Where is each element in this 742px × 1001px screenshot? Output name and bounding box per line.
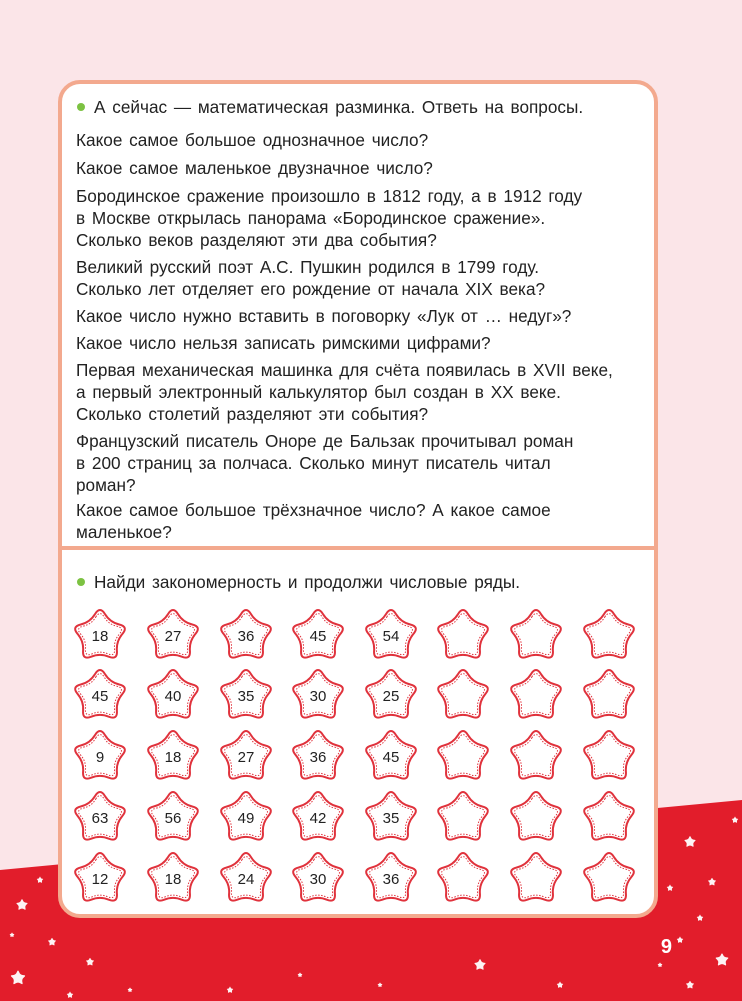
star-number: 25	[382, 688, 400, 705]
question-line: Какое число нужно вставить в поговорку «Лук от … недуг»?	[76, 306, 572, 326]
question-line: в 200 страниц за полчаса. Сколько минут писатель читал	[76, 453, 551, 473]
number-star-cell[interactable]	[511, 610, 561, 658]
number-star-cell	[366, 731, 416, 779]
star-outline-icon	[584, 731, 634, 779]
star-number: 56	[164, 810, 182, 827]
number-star-cell[interactable]	[584, 610, 634, 658]
star-number: 63	[91, 810, 109, 827]
star-outline-icon	[511, 792, 561, 840]
number-star-cell[interactable]	[438, 853, 488, 901]
question-line: Первая механическая машинка для счёта появилась в XVII веке,	[76, 360, 613, 380]
question-line: маленькое?	[76, 522, 172, 542]
star-number: 27	[237, 749, 255, 766]
star-number: 36	[382, 871, 400, 888]
question-line: в Москве открылась панорама «Бородинское сражение».	[76, 208, 546, 228]
star-number: 45	[91, 688, 109, 705]
number-star-cell	[221, 792, 271, 840]
star-outline-icon	[584, 792, 634, 840]
number-star-cell	[366, 792, 416, 840]
section2-heading: Найди закономерность и продолжи числовые ряды.	[94, 572, 521, 592]
star-number: 27	[164, 628, 182, 645]
number-star-cell	[148, 792, 198, 840]
star-number: 24	[237, 871, 255, 888]
number-star-cell	[221, 731, 271, 779]
star-number: 36	[237, 628, 255, 645]
question-line: роман?	[76, 475, 136, 495]
star-number: 40	[164, 688, 182, 705]
star-outline-icon	[584, 853, 634, 901]
question-line: Французский писатель Оноре де Бальзак прочитывал роман	[76, 431, 574, 451]
star-number: 42	[309, 810, 327, 827]
star-outline-icon	[438, 792, 488, 840]
number-star-cell	[366, 610, 416, 658]
number-star-cell[interactable]	[438, 731, 488, 779]
number-star-cell[interactable]	[438, 792, 488, 840]
question-line: Великий русский поэт А.С. Пушкин родился в 1799 году.	[76, 257, 539, 277]
number-star-cell	[75, 792, 125, 840]
number-star-cell	[221, 610, 271, 658]
star-outline-icon	[438, 670, 488, 718]
number-star-cell[interactable]	[584, 670, 634, 718]
number-star-cell	[366, 670, 416, 718]
star-outline-icon	[584, 670, 634, 718]
star-number: 12	[91, 871, 109, 888]
star-outline-icon	[511, 853, 561, 901]
number-star-cell	[293, 792, 343, 840]
question-line: Какое самое большое однозначное число?	[76, 130, 429, 150]
star-number: 18	[91, 628, 109, 645]
number-star-cell	[221, 670, 271, 718]
number-star-cell	[148, 731, 198, 779]
star-outline-icon	[438, 610, 488, 658]
question-line: Бородинское сражение произошло в 1812 году, а в 1912 году	[76, 186, 583, 206]
number-star-cell	[75, 670, 125, 718]
number-star-cell[interactable]	[511, 792, 561, 840]
star-outline-icon	[438, 853, 488, 901]
question-line: Сколько лет отделяет его рождение от начала XIX века?	[76, 279, 546, 299]
number-star-cell[interactable]	[511, 670, 561, 718]
star-number: 18	[164, 871, 182, 888]
number-star-cell	[221, 853, 271, 901]
star-number: 36	[309, 749, 327, 766]
star-number: 45	[309, 628, 327, 645]
number-star-cell	[148, 853, 198, 901]
number-star-cell	[75, 731, 125, 779]
star-outline-icon	[511, 670, 561, 718]
star-outline-icon	[511, 731, 561, 779]
question-line: Сколько веков разделяют эти два события?	[76, 230, 437, 250]
star-outline-icon	[438, 731, 488, 779]
star-number: 35	[382, 810, 400, 827]
number-star-cell	[75, 610, 125, 658]
number-star-cell	[293, 610, 343, 658]
star-number: 30	[309, 871, 327, 888]
question-line: Сколько столетий разделяют эти события?	[76, 404, 429, 424]
question-line: а первый электронный калькулятор был создан в XX веке.	[76, 382, 561, 402]
star-number: 9	[95, 749, 105, 766]
number-star-cell	[148, 670, 198, 718]
number-star-cell[interactable]	[438, 670, 488, 718]
number-star-cell	[293, 670, 343, 718]
star-outline-icon	[511, 610, 561, 658]
section1-heading: А сейчас — математическая разминка. Ответь на вопросы.	[94, 97, 584, 117]
question-line: Какое самое маленькое двузначное число?	[76, 158, 433, 178]
number-star-cell[interactable]	[584, 731, 634, 779]
number-star-cell[interactable]	[584, 792, 634, 840]
star-number: 18	[164, 749, 182, 766]
question-line: Какое число нельзя записать римскими цифрами?	[76, 333, 491, 353]
star-number: 45	[382, 749, 400, 766]
number-star-cell	[75, 853, 125, 901]
star-number: 49	[237, 810, 255, 827]
number-star-cell[interactable]	[511, 731, 561, 779]
number-star-cell[interactable]	[438, 610, 488, 658]
number-star-cell	[293, 853, 343, 901]
number-star-cell[interactable]	[584, 853, 634, 901]
question-line: Какое самое большое трёхзначное число? А какое самое	[76, 500, 551, 520]
star-number: 35	[237, 688, 255, 705]
star-number: 54	[382, 628, 400, 645]
number-star-cell	[366, 853, 416, 901]
star-number: 30	[309, 688, 327, 705]
page-number: 9	[660, 936, 672, 958]
number-star-cell	[148, 610, 198, 658]
number-star-cell	[293, 731, 343, 779]
number-star-cell[interactable]	[511, 853, 561, 901]
star-outline-icon	[584, 610, 634, 658]
